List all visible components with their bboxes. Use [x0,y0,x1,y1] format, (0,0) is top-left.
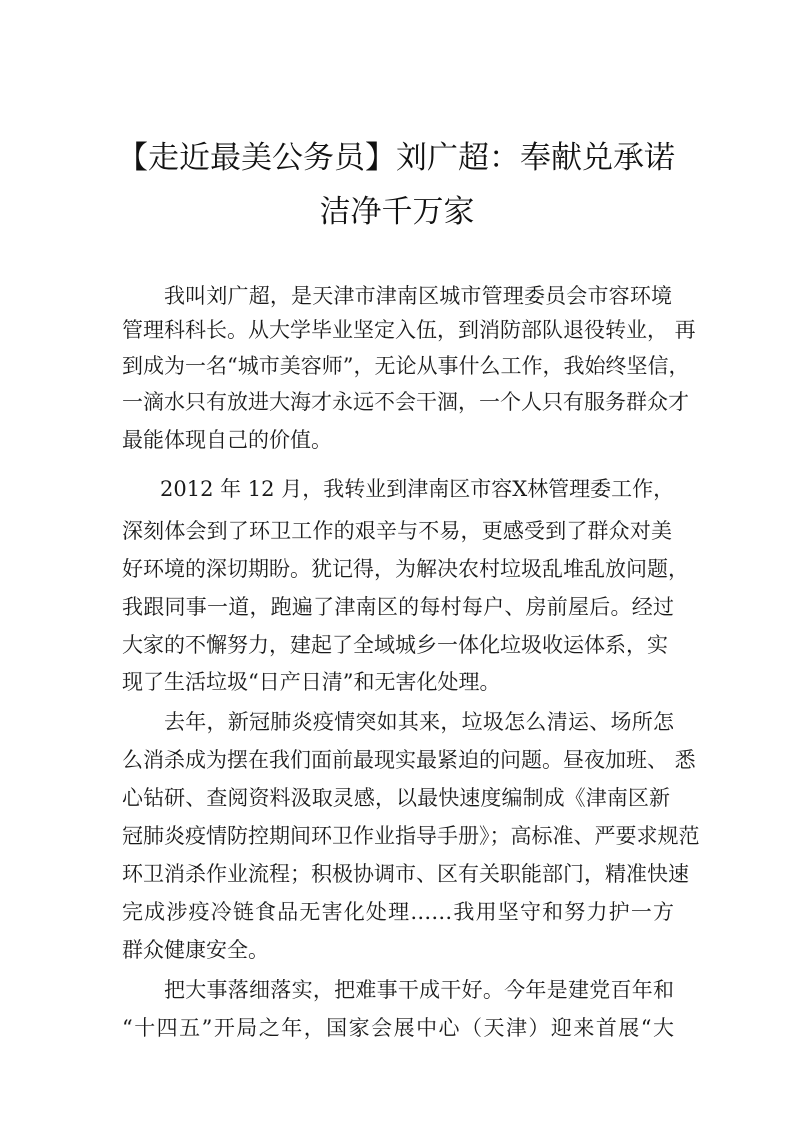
paragraph-3-line-3: 心钻研、查阅资料汲取灵感，以最快速度编制成《津南区新 [122,786,670,810]
paragraph-3-line-4: 冠肺炎疫情防控期间环卫作业指导手册》；高标准、严要求规范 [122,824,700,848]
paragraph-3-line-5: 环卫消杀作业流程；积极协调市、区有关职能部门，精准快速 [122,862,689,886]
paragraph-2-line-2: 深刻体会到了环卫工作的艰辛与不易，更感受到了群众对美 [122,519,672,543]
paragraph-4-line-2: “十四五”开局之年，国家会展中心（天津）迎来首展“大 [122,1016,674,1040]
paragraph-4-line-1: 把大事落细落实，把难事干成干好。今年是建党百年和 [164,978,674,1002]
paragraph-1-line-3: 到成为一名“城市美容师”，无论从事什么工作，我始终坚信， [122,354,690,378]
paragraph-2-line-6: 现了生活垃圾“日产日清”和无害化处理。 [122,670,501,694]
paragraph-2-line-1: 2012 年 12 月，我转业到津南区市容X林管理委工作， [160,477,675,501]
paragraph-3-line-1: 去年，新冠肺炎疫情突如其来，垃圾怎么清运、场所怎 [164,710,674,734]
paragraph-2-line-4: 我跟同事一道，跑遍了津南区的每村每户、房前屋后。经过 [122,595,674,619]
paragraph-3-line-6: 完成涉疫冷链食品无害化处理……我用坚守和努力护一方 [122,900,674,924]
document-title-line-1: 【走近最美公务员】刘广超：奉献兑承诺 [117,140,675,176]
document-title-line-2: 洁净千万家 [319,194,475,230]
paragraph-1-line-2: 管理科科长。从大学毕业坚定入伍，到消防部队退役转业， 再 [122,318,696,342]
paragraph-1-line-4: 一滴水只有放进大海才永远不会干涸，一个人只有服务群众才 [122,390,689,414]
paragraph-1-line-1: 我叫刘广超，是天津市津南区城市管理委员会市容环境 [164,284,672,308]
paragraph-1-line-5: 最能体现自己的价值。 [122,428,332,452]
paragraph-2-line-3: 好环境的深切期盼。犹记得，为解决农村垃圾乱堆乱放问题， [122,557,689,581]
paragraph-3-line-7: 群众健康安全。 [122,938,269,962]
paragraph-3-line-2: 么消杀成为摆在我们面前最现实最紧迫的问题。昼夜加班、 悉 [122,748,696,772]
paragraph-2-line-5: 大家的不懈努力，建起了全域城乡一体化垃圾收运体系，实 [122,633,668,657]
